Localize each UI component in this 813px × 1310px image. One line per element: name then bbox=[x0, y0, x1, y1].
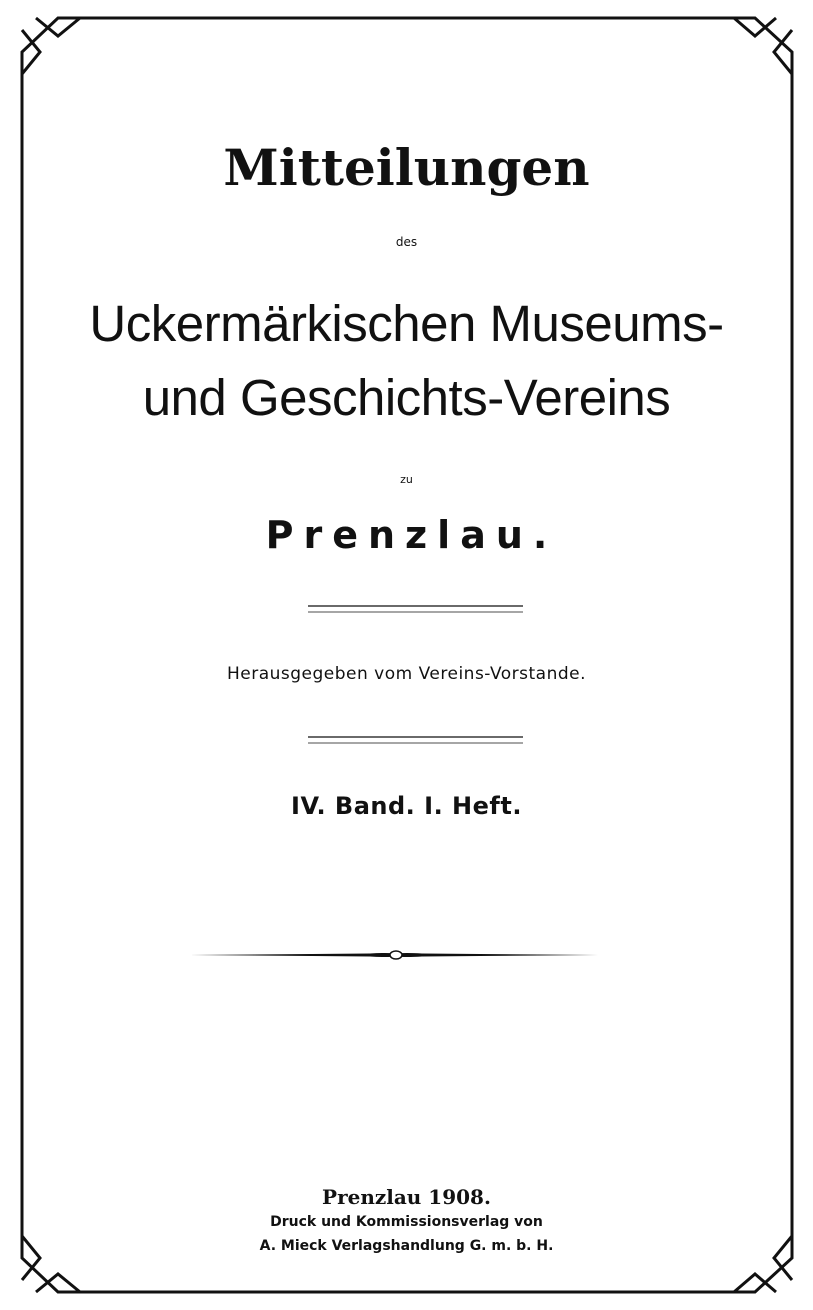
imprint-place-year: Prenzlau 1908. bbox=[322, 1185, 491, 1209]
organization-line-2: und Geschichts-Vereins bbox=[142, 369, 671, 426]
imprint-publisher: A. Mieck Verlagshandlung G. m. b. H. bbox=[259, 1238, 554, 1254]
city-name: Prenzlau. bbox=[265, 513, 558, 557]
imprint-printer: Druck und Kommissionsverlag von bbox=[270, 1214, 543, 1230]
volume-issue: IV. Band. I. Heft. bbox=[291, 792, 522, 820]
organization-line-1: Uckermärkischen Museums- bbox=[89, 295, 724, 352]
double-rule-divider bbox=[308, 604, 523, 614]
editor-line: Herausgegeben vom Vereins-Vorstande. bbox=[226, 664, 587, 684]
page-title: Mitteilungen bbox=[223, 138, 590, 197]
connector-des: des bbox=[395, 235, 418, 249]
ornamental-rule bbox=[190, 945, 598, 965]
connector-zu: zu bbox=[400, 473, 413, 486]
double-rule-divider bbox=[308, 735, 523, 745]
